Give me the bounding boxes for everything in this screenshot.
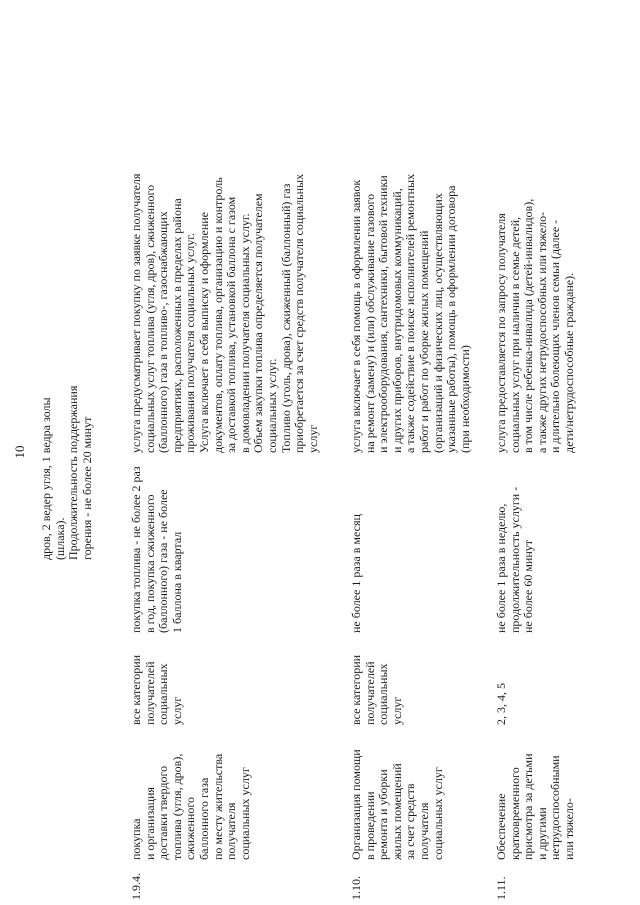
service-frequency [130, 458, 184, 633]
page-number: 10 [12, 445, 27, 459]
text-line: в год, покупка сжиженного [142, 494, 157, 633]
text-line: получателя [416, 802, 431, 860]
text-line: и длительно болеющих членов семьи (далее - [548, 219, 563, 453]
text-line: 1 баллона в квартал [169, 531, 184, 633]
text-line: сжиженного [183, 797, 198, 860]
text-line: услуга предоставляется по запросу получателя [494, 213, 508, 453]
text-line: социальных услуг [430, 767, 445, 860]
continuation-text [40, 340, 94, 560]
text-line: присмотра за детьми [521, 753, 536, 860]
text-line: социальных [376, 663, 391, 725]
text-line: в том числе ребенка-инвалида (детей-инвалидов), [521, 198, 536, 453]
text-line: указанные работы), помощь в оформлении договора [444, 185, 459, 453]
service-name [495, 737, 577, 860]
text-line: доставки твердого [156, 765, 171, 860]
text-line: Объем закупки топлива определяется получателем [251, 193, 266, 453]
text-line: документов, оплату топлива, организацию и контроль [210, 177, 225, 453]
text-line: получателей [362, 661, 377, 725]
text-line: не более 60 минут [521, 539, 536, 633]
recipient-category [495, 643, 509, 725]
text-line: а также содействие в поиске исполнителей ремонтных [403, 173, 418, 453]
text-line: дров, 2 ведер угля, 1 ведра золы [39, 397, 53, 560]
text-line: (шлака). [52, 517, 67, 560]
text-line: социальных услуг топлива (угля, дров), сжиженного [142, 184, 157, 453]
text-line: кратковременного [507, 767, 522, 860]
text-line: в домовладении получателя социальных услуг. [237, 213, 252, 453]
text-line: социальных услуг [237, 767, 252, 860]
service-description [495, 183, 577, 453]
recipient-category [350, 643, 404, 725]
text-line: предприятиях, расположенных в пределах района [169, 198, 184, 453]
text-line: получателя [224, 802, 239, 860]
text-line: социальных услуг. [264, 358, 279, 453]
text-line: и организация [142, 787, 157, 860]
text-line: все категории [129, 654, 143, 725]
text-line: Топливо (уголь, дрова), сжиженный (баллонный) газ [278, 183, 293, 453]
text-line: и электрооборудования, сантехники, бытовой техники [376, 175, 391, 453]
text-line: Продолжительность поддержания [66, 385, 81, 560]
service-frequency [495, 458, 536, 633]
text-line: покупка топлива - не более 2 раз [129, 466, 143, 633]
text-line: а также других нетрудоспособных или тяжело- [534, 211, 549, 453]
text-line: (организаций и физических лиц, осуществляющих [430, 193, 445, 453]
row-number: 1.10. [349, 876, 363, 900]
text-line: услуга включает в себя помощь в оформлении заявок [349, 179, 363, 453]
text-line: по месту жительства [210, 753, 225, 860]
row-number: 1.11. [494, 876, 508, 900]
service-name [350, 737, 445, 860]
service-name [130, 737, 252, 860]
text-line: топлива (угля, дров), [169, 753, 184, 860]
text-line: услуг [389, 696, 404, 725]
text-line: не более 1 раза в неделю, [494, 503, 508, 633]
text-line: баллонного газа [196, 777, 211, 860]
text-line: покупка [129, 818, 143, 860]
text-line: на ремонт (замену) и (или) обслуживание газового [362, 193, 377, 453]
text-line: жилых помещений [389, 763, 404, 860]
text-line: горения - не более 20 минут [79, 416, 94, 560]
text-line: проживания получателя социальных услуг. [183, 233, 198, 453]
recipient-category [130, 643, 184, 725]
text-line: и других приборов, внутридомовых коммуникаций, [389, 188, 404, 453]
text-line: в проведении [362, 791, 377, 860]
text-line: или тяжело- [561, 798, 576, 860]
row-number: 1.9.4. [129, 873, 143, 900]
text-line: получателей [142, 661, 157, 725]
service-description [129, 173, 320, 453]
text-line: Услуга включает в себя выписку и оформление [196, 212, 211, 453]
text-line: услуга предусматривает покупку по заявке получателя [129, 173, 143, 453]
text-line: услуг [169, 696, 184, 725]
text-line: за доставкой топлива, установкой баллона с газом [224, 196, 239, 453]
text-line: 2, 3, 4, 5 [494, 683, 508, 725]
text-line: ремонта и уборки [376, 769, 391, 860]
text-line: (баллонного) газа - не более [156, 489, 171, 633]
text-line: и другими [534, 807, 549, 860]
text-line: не более 1 раза в месяц [349, 514, 363, 633]
text-line: приобретается за счет средств получателя социальных [292, 173, 307, 453]
text-line: нетрудоспособными [548, 755, 563, 860]
service-frequency [350, 458, 364, 633]
text-line: социальных услуг при наличии в семье детей, [507, 216, 522, 453]
text-line: (баллонного) газа в топливо-, газоснабжающих [156, 211, 171, 453]
text-line: за счет средств [403, 783, 418, 860]
text-line: (при необходимости) [457, 345, 472, 453]
text-line: Организация помощи [349, 749, 363, 860]
service-description [349, 173, 472, 453]
text-line: продолжительность услуги - [507, 486, 522, 633]
text-line: Обеспечение [494, 793, 508, 860]
text-line: работ и работ по уборке жилых помещений [416, 230, 431, 453]
text-line: дети/нетрудоспособные граждане). [561, 272, 576, 453]
text-line: социальных [156, 663, 171, 725]
text-line: все категории [349, 654, 363, 725]
text-line: услуг [305, 424, 320, 453]
